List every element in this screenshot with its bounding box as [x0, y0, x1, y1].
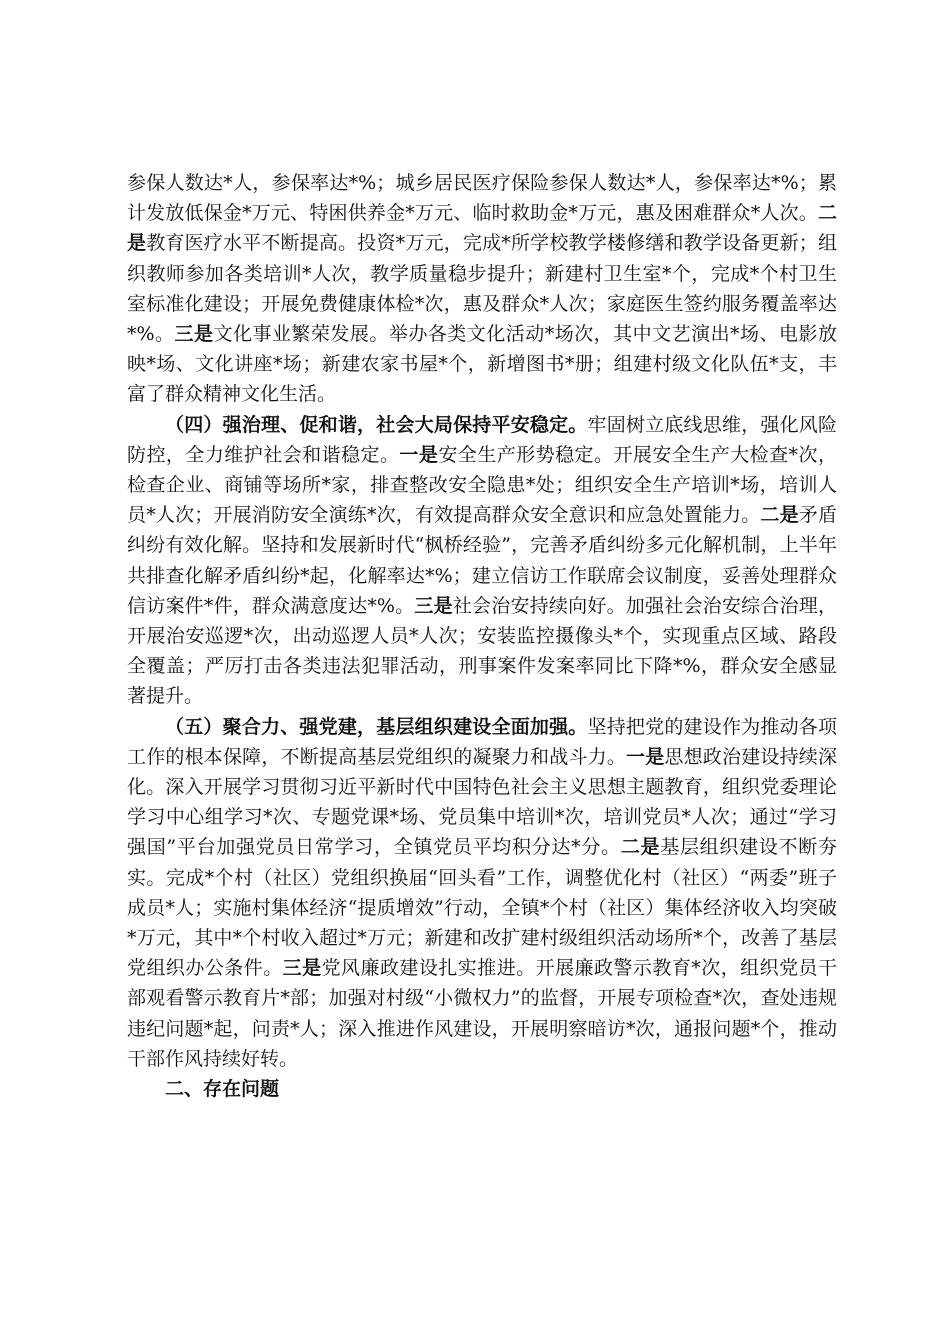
document-body	[127, 168, 837, 1104]
bold-run: 三是	[282, 957, 322, 980]
bold-run: 三是	[174, 323, 214, 346]
bold-run: 三是	[414, 594, 453, 617]
paragraph-governance	[127, 410, 837, 712]
bold-run: 二是	[620, 836, 661, 859]
text-run: 坚持把党的建设作为推动各项工作的根本保障，不断提高基层党组织的凝聚力和战斗力。	[127, 715, 837, 768]
text-run: 安全生产形势稳定。开展安全生产大检查*次，检查企业、商铺等场所*家，排查整改安全隐患*处；组织安全生产培训*场，培训人员*人次；开展消防安全演练*次，有效提高群众安全意识和应急处置能力。	[127, 443, 837, 527]
bold-run: 一是	[399, 443, 439, 466]
text-run: 牢固树立底线思维，强化风险防控，全力维护社会和谐稳定。	[127, 413, 837, 466]
section-subheading: （五）聚合力、强党建，基层组织建设全面加强。	[165, 715, 588, 738]
section-subheading: （四）强治理、促和谐，社会大局保持平安稳定。	[165, 413, 588, 436]
bold-run: 二是	[127, 202, 837, 255]
text-run: 党风廉政建设扎实推进。开展廉政警示教育*次，组织党员干部观看警示教育片*部；加强对村级“小微权力”的监督，开展专项检查*次，查处违规违纪问题*起，问责*人；深入推进作风建设，开展明察暗访*次，通报问题*个，推动干部作风持续好转。	[127, 957, 837, 1070]
paragraph-social-welfare	[127, 168, 837, 410]
paragraph-party-building	[127, 712, 837, 1074]
bold-run: 二是	[760, 504, 799, 527]
text-run: 矛盾纠纷有效化解。坚持和发展新时代“枫桥经验”，完善矛盾纠纷多元化解机制，上半年共排查化解矛盾纠纷*起，化解率达*%；建立信访工作联席会议制度，妥善处理群众信访案件*件，群众满意度达*%。	[127, 504, 837, 617]
bold-run: 一是	[626, 745, 665, 768]
text-run: 参保人数达*人，参保率达*%；城乡居民医疗保险参保人数达*人，参保率达*%；累计发放低保金*万元、特困供养金*万元、临时救助金*万元，惠及困难群众*人次。	[127, 172, 837, 225]
text-run: 文化事业繁荣发展。举办各类文化活动*场次，其中文艺演出*场、电影放映*场、文化讲座*场；新建农家书屋*个，新增图书*册；组建村级文化队伍*支，丰富了群众精神文化生活。	[127, 323, 837, 406]
text-run: 基层组织建设不断夯实。完成*个村（社区）党组织换届“回头看”工作，调整优化村（社区）“两委”班子成员*人；实施村集体经济“提质增效”行动，全镇*个村（社区）集体经济收入均突破*万元，其中*个村收入超过*万元；新建和改扩建村级组织活动场所*个，改善了基层党组织办公条件。	[127, 836, 837, 980]
section-heading-problems: 二、存在问题	[165, 1078, 280, 1101]
text-run: 社会治安持续向好。加强社会治安综合治理，开展治安巡逻*次，出动巡逻人员*人次；安装监控摄像头*个，实现重点区域、路段全覆盖；严厉打击各类违法犯罪活动，刑事案件发案率同比下降*%，群众安全感显著提升。	[127, 594, 837, 708]
text-run: 教育医疗水平不断提高。投资*万元，完成*所学校教学楼修缮和教学设备更新；组织教师参加各类培训*人次，教学质量稳步提升；新建村卫生室*个，完成*个村卫生室标准化建设；开展免费健康体检*次，惠及群众*人次；家庭医生签约服务覆盖率达*%。	[127, 232, 837, 346]
text-run: 思想政治建设持续深化。深入开展学习贯彻习近平新时代中国特色社会主义思想主题教育，组织党委理论学习中心组学习*次、专题党课*场、党员集中培训*次，培训党员*人次；通过“学习强国”平台加强党员日常学习，全镇党员平均积分达*分。	[127, 745, 837, 859]
